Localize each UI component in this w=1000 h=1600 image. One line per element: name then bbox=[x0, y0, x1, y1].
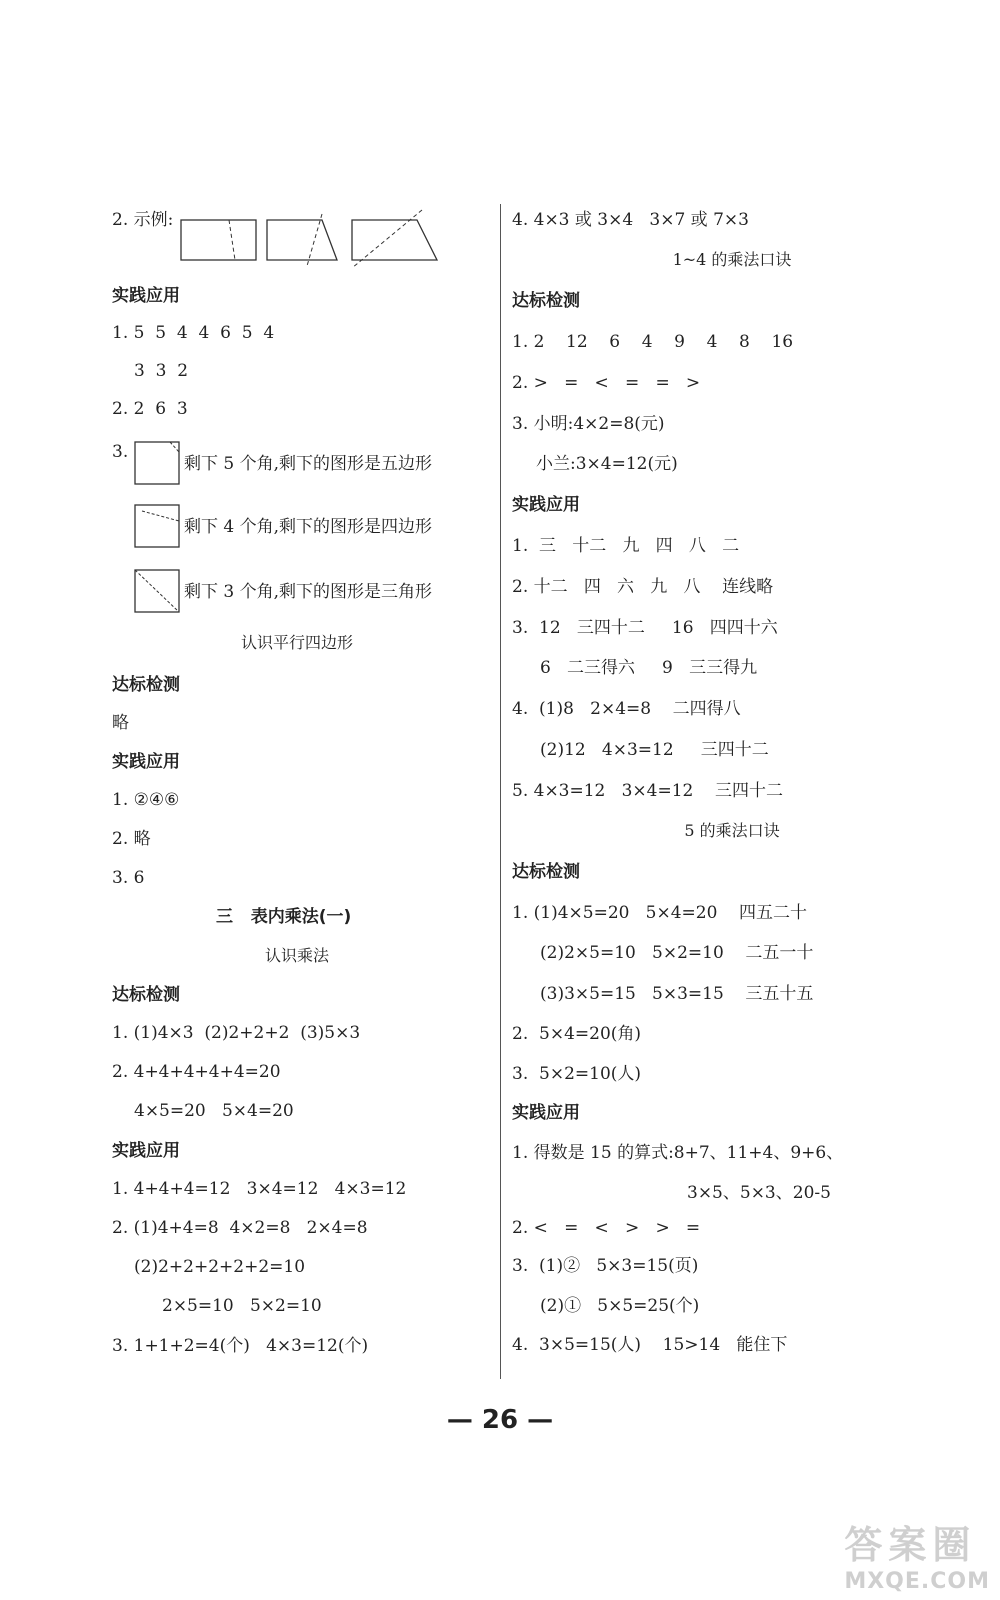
check-r2-answer-1c: (3)3×5=15 5×3=15 三五十五 bbox=[540, 984, 814, 1004]
practice-1-answer-3b: 剩下 4 个角,剩下的图形是四边形 bbox=[184, 517, 433, 537]
practice-r2-answer-4: 4. 3×5=15(人) 15>14 能住下 bbox=[512, 1335, 788, 1355]
practice-1-answer-1a: 1. 5 5 4 4 6 5 4 bbox=[112, 323, 275, 343]
heading-check-1: 达标检测 bbox=[112, 675, 180, 695]
practice-r1-answer-1: 1. 三 十二 九 四 八 二 bbox=[512, 536, 740, 556]
square-cut-5-corners bbox=[134, 440, 184, 490]
practice-2-answer-2: 2. 略 bbox=[112, 829, 151, 849]
practice-3-answer-1: 1. 4+4+4=12 3×4=12 4×3=12 bbox=[112, 1179, 407, 1199]
square-cut-4-corners bbox=[134, 503, 184, 553]
watermark bbox=[844, 1514, 990, 1594]
check-r2-answer-1b: (2)2×5=10 5×2=10 二五一十 bbox=[540, 943, 814, 963]
check-r1-answer-3b: 小兰:3×4=12(元) bbox=[536, 454, 678, 474]
practice-r2-answer-1a: 1. 得数是 15 的算式:8+7、11+4、9+6、 bbox=[512, 1143, 844, 1163]
heading-practice-r2: 实践应用 bbox=[512, 1103, 580, 1123]
practice-r2-answer-2: 2. < = < > > = bbox=[512, 1218, 701, 1238]
example-label: 2. 示例: bbox=[112, 210, 174, 230]
section-title-multiplication: 认识乘法 bbox=[264, 946, 329, 965]
practice-1-answer-2: 2. 2 6 3 bbox=[112, 399, 188, 419]
practice-3-answer-2c: 2×5=10 5×2=10 bbox=[162, 1296, 322, 1316]
heading-practice-3: 实践应用 bbox=[112, 1141, 180, 1161]
page-number: — 26 — bbox=[446, 1405, 554, 1435]
practice-3-answer-2a: 2. (1)4+4=8 4×2=8 2×4=8 bbox=[112, 1218, 368, 1238]
check-1-answer: 略 bbox=[112, 713, 129, 733]
heading-practice-2: 实践应用 bbox=[112, 752, 180, 772]
section-title-parallelogram: 认识平行四边形 bbox=[240, 633, 353, 652]
figure-trapezoid-cut bbox=[267, 214, 337, 266]
practice-1-answer-3-num: 3. bbox=[112, 442, 129, 462]
check-r1-answer-3a: 3. 小明:4×2=8(元) bbox=[512, 414, 665, 434]
check-r2-answer-1a: 1. (1)4×5=20 5×4=20 四五二十 bbox=[512, 903, 808, 923]
practice-3-answer-2b: (2)2+2+2+2+2=10 bbox=[134, 1257, 306, 1277]
practice-r1-answer-3b: 6 二三得六 9 三三得九 bbox=[540, 658, 758, 678]
practice-r1-answer-4b: (2)12 4×3=12 三四十二 bbox=[540, 740, 769, 760]
practice-r2-answer-3b: (2)① 5×5=25(个) bbox=[540, 1296, 700, 1316]
check-r1-answer-2: 2. > = < = = > bbox=[512, 373, 701, 393]
check-r1-answer-1: 1. 2 12 6 4 9 4 8 16 bbox=[512, 332, 794, 352]
practice-r1-answer-3a: 3. 12 三四十二 16 四四十六 bbox=[512, 618, 778, 638]
check-r2-answer-2: 2. 5×4=20(角) bbox=[512, 1024, 642, 1044]
practice-1-answer-3c: 剩下 3 个角,剩下的图形是三角形 bbox=[184, 582, 433, 602]
practice-1-answer-1b: 3 3 2 bbox=[134, 361, 189, 381]
heading-practice-r1: 实践应用 bbox=[512, 495, 580, 515]
practice-r1-answer-2: 2. 十二 四 六 九 八 连线略 bbox=[512, 577, 774, 597]
right-answer-4: 4. 4×3 或 3×4 3×7 或 7×3 bbox=[512, 210, 749, 230]
watermark-top: 答案圈 bbox=[844, 1523, 977, 1567]
figure-diagonal-cut bbox=[352, 210, 437, 268]
section-title-5-table: 5 的乘法口诀 bbox=[684, 821, 780, 840]
watermark-bottom: MXQE.COM bbox=[844, 1569, 990, 1594]
column-divider bbox=[500, 204, 501, 1379]
check-2-answer-2a: 2. 4+4+4+4+4=20 bbox=[112, 1062, 281, 1082]
figure-rectangle-cut bbox=[181, 220, 256, 260]
chapter-title: 三 表内乘法(一) bbox=[216, 907, 352, 927]
check-r2-answer-3: 3. 5×2=10(人) bbox=[512, 1064, 642, 1084]
square-cut-3-corners bbox=[134, 568, 184, 618]
practice-r2-answer-3a: 3. (1)② 5×3=15(页) bbox=[512, 1256, 699, 1276]
practice-r1-answer-5: 5. 4×3=12 3×4=12 三四十二 bbox=[512, 781, 783, 801]
heading-practice-1: 实践应用 bbox=[112, 286, 180, 306]
heading-check-r2: 达标检测 bbox=[512, 862, 580, 882]
practice-2-answer-3: 3. 6 bbox=[112, 868, 145, 888]
practice-r2-answer-1b: 3×5、5×3、20-5 bbox=[687, 1183, 831, 1203]
example-figures bbox=[177, 210, 477, 270]
check-2-answer-1: 1. (1)4×3 (2)2+2+2 (3)5×3 bbox=[112, 1023, 361, 1043]
practice-2-answer-1: 1. ②④⑥ bbox=[112, 790, 180, 810]
heading-check-r1: 达标检测 bbox=[512, 291, 580, 311]
practice-1-answer-3a: 剩下 5 个角,剩下的图形是五边形 bbox=[184, 454, 433, 474]
practice-r1-answer-4a: 4. (1)8 2×4=8 二四得八 bbox=[512, 699, 741, 719]
heading-check-2: 达标检测 bbox=[112, 985, 180, 1005]
practice-3-answer-3: 3. 1+1+2=4(个) 4×3=12(个) bbox=[112, 1336, 369, 1356]
section-title-1-4-table: 1~4 的乘法口诀 bbox=[672, 250, 792, 269]
check-2-answer-2b: 4×5=20 5×4=20 bbox=[134, 1101, 294, 1121]
